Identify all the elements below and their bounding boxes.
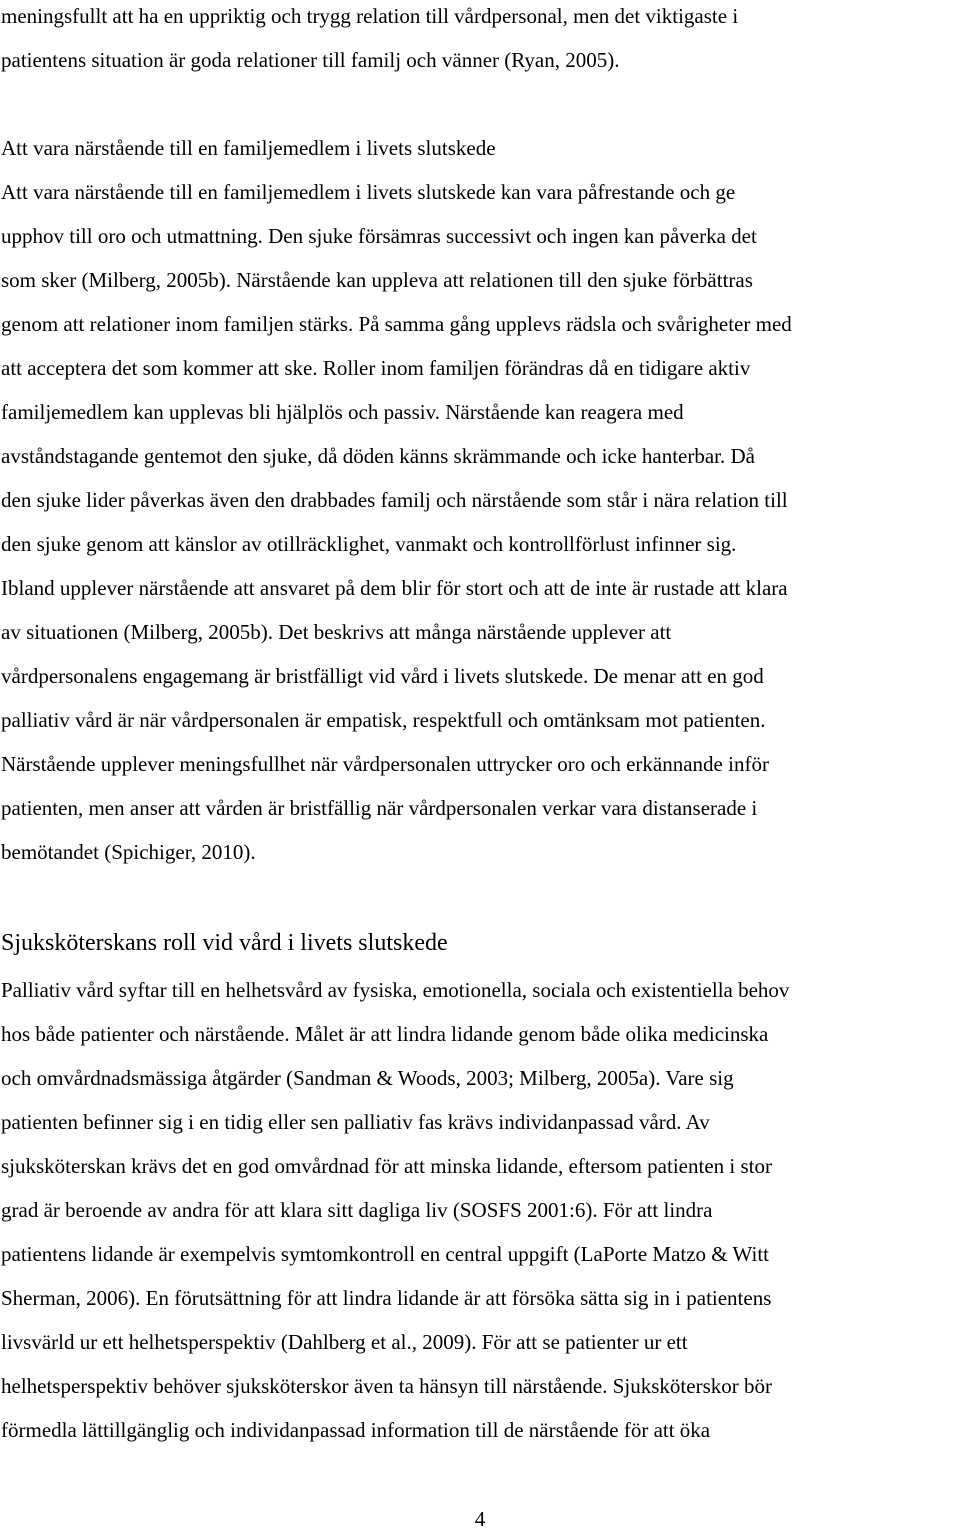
text-line: att acceptera det som kommer att ske. Roller inom familjen förändras då en tidigare aktiv	[1, 356, 751, 380]
text-line: helhetsperspektiv behöver sjuksköterskor även ta hänsyn till närstående. Sjuksköterskor bör	[1, 1374, 772, 1398]
text-line: palliativ vård är när vårdpersonalen är empatisk, respektfull och omtänksam mot patienten.	[1, 708, 766, 732]
text-line: sjuksköterskan krävs det en god omvårdnad för att minska lidande, eftersom patienten i stor	[1, 1154, 772, 1178]
subheading: Att vara närstående till en familjemedlem i livets slutskede	[1, 136, 496, 160]
text-line: som sker (Milberg, 2005b). Närstående kan uppleva att relationen till den sjuke förbättras	[1, 268, 753, 292]
text-line: livsvärld ur ett helhetsperspektiv (Dahlberg et al., 2009). För att se patienter ur ett	[1, 1330, 688, 1354]
text-line: patienten, men anser att vården är bristfällig när vårdpersonalen verkar vara distanserade i	[1, 796, 758, 820]
text-line: patientens lidande är exempelvis symtomkontroll en central uppgift (LaPorte Matzo & Witt	[1, 1242, 769, 1266]
text-line: vårdpersonalens engagemang är bristfälligt vid vård i livets slutskede. De menar att en god	[1, 664, 764, 688]
text-line: den sjuke genom att känslor av otillräcklighet, vanmakt och kontrollförlust infinner sig.	[1, 532, 737, 556]
text-line: Att vara närstående till en familjemedlem i livets slutskede kan vara påfrestande och ge	[1, 180, 736, 204]
text-line: familjemedlem kan upplevas bli hjälplös och passiv. Närstående kan reagera med	[1, 400, 684, 424]
text-line: och omvårdnadsmässiga åtgärder (Sandman & Woods, 2003; Milberg, 2005a). Vare sig	[1, 1066, 734, 1090]
text-line: patientens situation är goda relationer till familj och vänner (Ryan, 2005).	[1, 48, 620, 72]
text-line: Ibland upplever närstående att ansvaret på dem blir för stort och att de inte är rustade att klara	[1, 576, 788, 600]
text-line: av situationen (Milberg, 2005b). Det beskrivs att många närstående upplever att	[1, 620, 672, 644]
text-line: meningsfullt att ha en uppriktig och trygg relation till vårdpersonal, men det viktigaste i	[1, 4, 739, 28]
text-line: Palliativ vård syftar till en helhetsvård av fysiska, emotionella, sociala och existentiella behov	[1, 978, 790, 1002]
text-line: Sherman, 2006). En förutsättning för att lindra lidande är att försöka sätta sig in i patientens	[1, 1286, 772, 1310]
text-line: bemötandet (Spichiger, 2010).	[1, 840, 256, 864]
text-line: Närstående upplever meningsfullhet när vårdpersonalen uttrycker oro och erkännande inför	[1, 752, 769, 776]
page-number: 4	[474, 1507, 486, 1531]
text-line: den sjuke lider påverkas även den drabbades familj och närstående som står i nära relation till	[1, 488, 788, 512]
text-line: grad är beroende av andra för att klara sitt dagliga liv (SOSFS 2001:6). För att lindra	[1, 1198, 713, 1222]
text-line: upphov till oro och utmattning. Den sjuke försämras successivt och ingen kan påverka det	[1, 224, 757, 248]
text-line: genom att relationer inom familjen stärks. På samma gång upplevs rädsla och svårigheter med	[1, 312, 792, 336]
text-line: hos både patienter och närstående. Målet är att lindra lidande genom både olika medicinska	[1, 1022, 769, 1046]
text-line: patienten befinner sig i en tidig eller sen palliativ fas krävs individanpassad vård. Av	[1, 1110, 710, 1134]
section-heading: Sjuksköterskans roll vid vård i livets slutskede	[1, 930, 448, 956]
text-line: avståndstagande gentemot den sjuke, då döden känns skrämmande och icke hanterbar. Då	[1, 444, 756, 468]
text-line: förmedla lättillgänglig och individanpassad information till de närstående för att öka	[1, 1418, 711, 1442]
